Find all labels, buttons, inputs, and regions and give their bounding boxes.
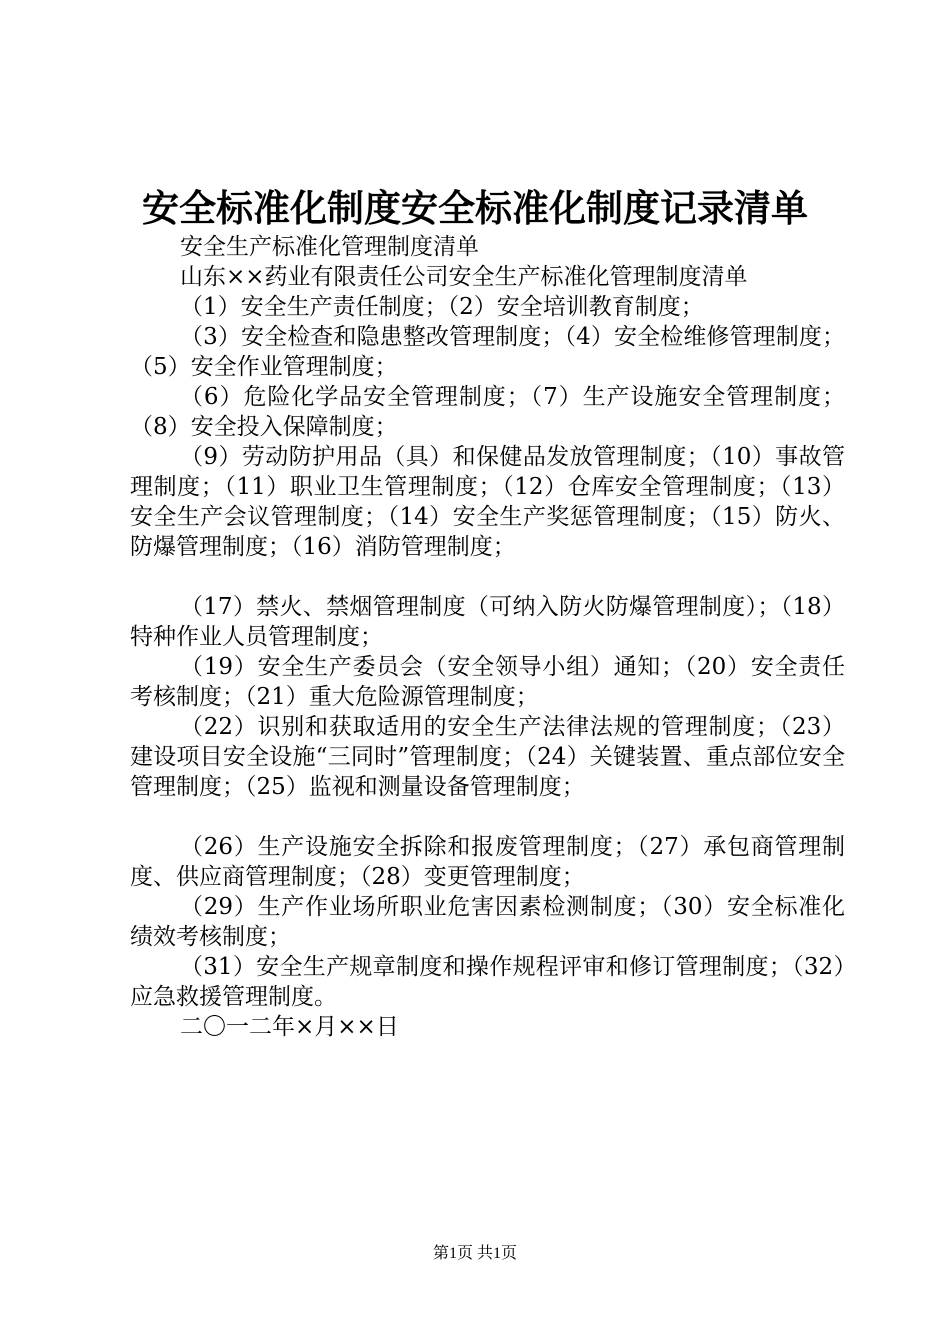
paragraph-8: （26）生产设施安全拆除和报废管理制度；（27）承包商管理制度、供应商管理制度；（28）变更管理制度； <box>130 834 845 890</box>
paragraph-1: （1）安全生产责任制度；（2）安全培训教育制度； <box>180 294 704 320</box>
paragraph-6: （19）安全生产委员会（安全领导小组）通知；（20）安全责任考核制度；（21）重大危险源管理制度； <box>130 654 845 710</box>
paragraph-9: （29）生产作业场所职业危害因素检测制度；（30）安全标准化绩效考核制度； <box>130 894 845 950</box>
company-heading: 山东××药业有限责任公司安全生产标准化管理制度清单 <box>180 264 748 290</box>
document-title: 安全标准化制度安全标准化制度记录清单 <box>142 186 808 230</box>
paragraph-7: （22）识别和获取适用的安全生产法律法规的管理制度；（23）建设项目安全设施“三同时”管理制度；（24）关键装置、重点部位安全管理制度；（25）监视和测量设备管理制度； <box>130 714 845 800</box>
paragraph-5: （17）禁火、禁烟管理制度（可纳入防火防爆管理制度）；（18）特种作业人员管理制度； <box>130 594 845 650</box>
paragraph-gap <box>130 562 845 592</box>
document-body <box>130 232 845 1042</box>
paragraph-gap <box>130 802 845 832</box>
document-date: 二〇一二年×月××日 <box>180 1014 399 1040</box>
paragraph-3: （6）危险化学品安全管理制度；（7）生产设施安全管理制度；（8）安全投入保障制度； <box>130 384 845 440</box>
paragraph-10: （31）安全生产规章制度和操作规程评审和修订管理制度；（32）应急救援管理制度。 <box>130 954 845 1010</box>
page-footer: 第1页 共1页 <box>432 1245 517 1262</box>
paragraph-4: （9）劳动防护用品（具）和保健品发放管理制度；（10）事故管理制度；（11）职业卫生管理制度；（12）仓库安全管理制度；（13）安全生产会议管理制度；（14）安全生产奖惩管理制度；（15）防火、防爆管理制度；（16）消防管理制度； <box>130 444 845 560</box>
paragraph-2: （3）安全检查和隐患整改管理制度；（4）安全检维修管理制度；（5）安全作业管理制度； <box>130 324 845 380</box>
subtitle: 安全生产标准化管理制度清单 <box>180 234 479 260</box>
